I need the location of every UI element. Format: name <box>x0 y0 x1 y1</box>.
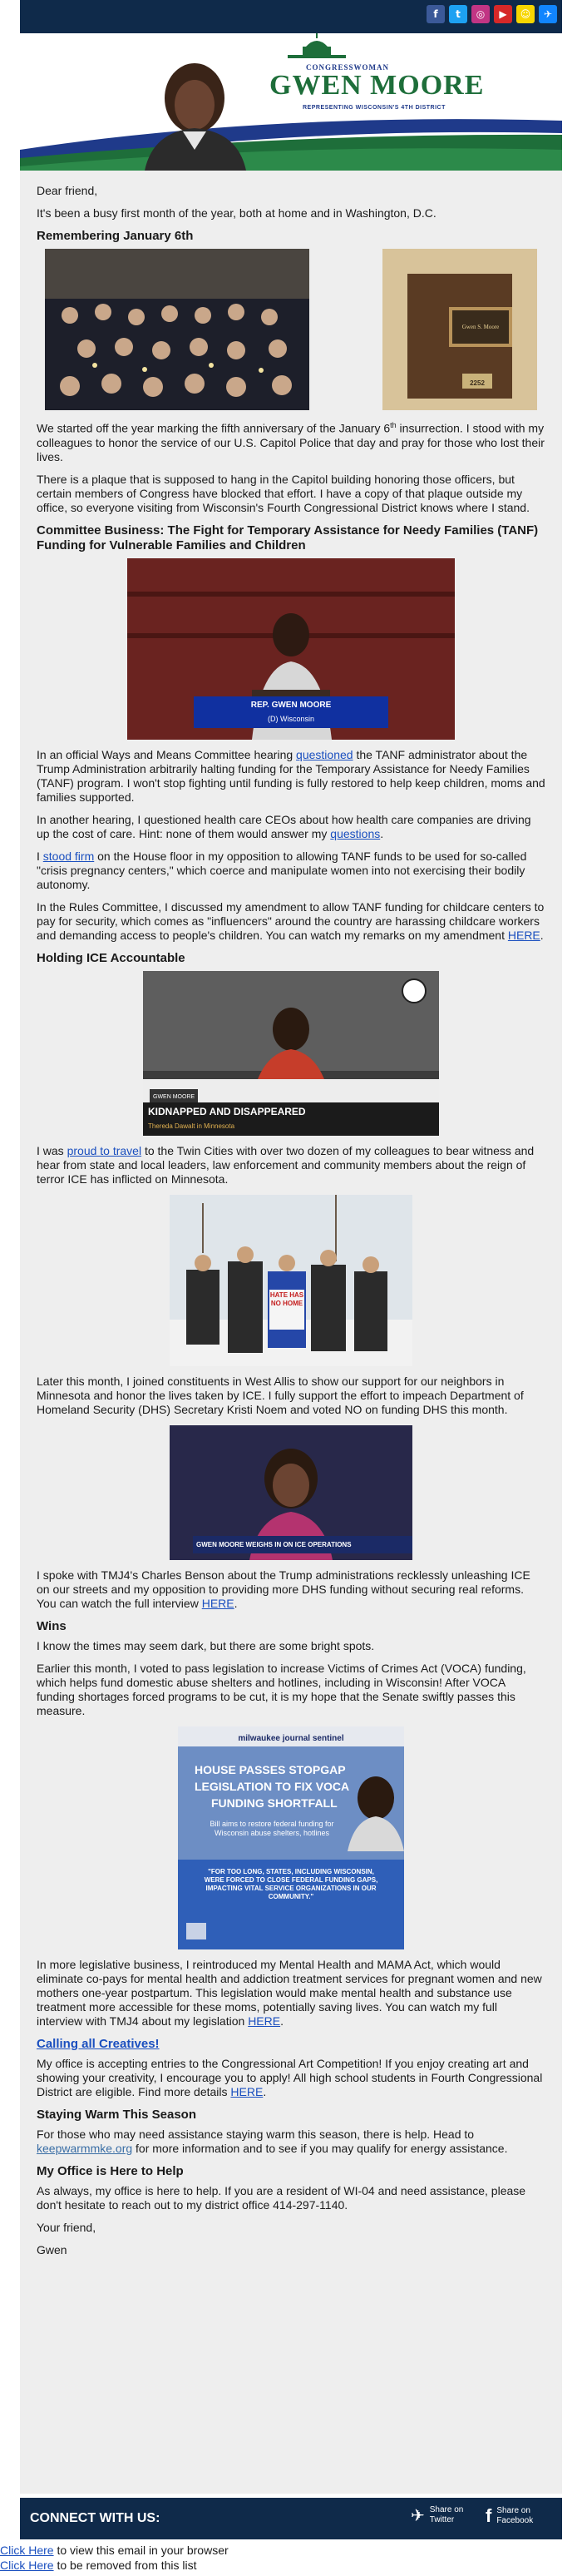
rally-sign: HATE HAS NO HOME <box>269 1290 304 1307</box>
facebook-icon: f <box>486 2505 492 2526</box>
js-headline-1: HOUSE PASSES STOPGAP <box>195 1762 346 1776</box>
ice-proud-to-travel-link[interactable]: proud to travel <box>67 1143 142 1157</box>
share-twitter-line1: Share on <box>429 2505 464 2514</box>
connect-footer <box>20 2498 562 2539</box>
js-headline-3: FUNDING SHORTFALL <box>211 1796 338 1810</box>
header-banner <box>20 33 562 171</box>
banner-graphic <box>20 33 562 171</box>
intro-text: It's been a busy first month of the year, both at home and in Washington, D.C. <box>37 206 436 220</box>
unsubscribe-text: to be removed from this list <box>53 2559 197 2572</box>
facebook-icon[interactable]: f <box>427 5 445 23</box>
journal-sentinel-masthead: milwaukee journal sentinel <box>238 1733 344 1743</box>
view-in-browser-link[interactable]: Click Here <box>0 2544 54 2557</box>
jan6-sup: th <box>390 421 397 429</box>
banner-district: REPRESENTING WISCONSIN'S 4TH DISTRICT <box>303 105 446 111</box>
keepwarmmke-link[interactable]: keepwarmmke.org <box>37 2141 133 2155</box>
social-top-bar <box>20 0 562 33</box>
jan6-text-b: insurrection. I stood with my colleagues to honor the service of our U.S. Capitol Police that day and pray for those who lost their lives. <box>37 421 545 463</box>
tanf-p4-b: . <box>540 928 544 942</box>
ice-here-link[interactable]: HERE <box>201 1596 234 1610</box>
capitol-police-crowd-photo <box>45 249 309 410</box>
wins-paragraph-3 <box>37 1958 545 2029</box>
unsubscribe-link[interactable]: Click Here <box>0 2559 54 2572</box>
creatives-paragraph <box>37 2057 545 2099</box>
tanf-paragraph-2 <box>37 813 545 841</box>
jan6-paragraph-2: There is a plaque that is supposed to hang in the Capitol building honoring those officers, but certain members of Congress have blocked that effort. I have a copy of that plaque outside my office, so everyone visiting from Wisconsin's Fourth Congressional District knows where I stand. <box>37 472 530 514</box>
jan6-paragraph-1 <box>37 419 545 464</box>
tanf-p3-a: I <box>37 849 43 863</box>
warm-p-b: for more information and to see if you may qualify for energy assistance. <box>132 2141 508 2155</box>
unsubscribe-line <box>0 2558 229 2573</box>
tanf-p4-a: In the Rules Committee, I discussed my amendment to allow TANF funding for childcare centers to pay for security, which comes as "influencers" around the country are harassing childcare workers and demanding access to people's children. You can watch my remarks on my amendment <box>37 899 545 942</box>
ice-p1-a: I was <box>37 1143 67 1157</box>
signature: Gwen <box>37 2242 67 2256</box>
tanf-hearing-video[interactable] <box>127 558 455 740</box>
wins-here-link[interactable]: HERE <box>248 2014 281 2028</box>
view-in-browser-line <box>0 2543 229 2558</box>
ice-p3-b: . <box>234 1596 238 1610</box>
section-heading-wins: Wins <box>37 1618 67 1633</box>
twitter-icon: ✈ <box>411 2505 425 2525</box>
tanf-video-name: REP. GWEN MOORE <box>250 700 332 710</box>
section-heading-help: My Office is Here to Help <box>37 2163 184 2178</box>
journal-sentinel-graphic <box>178 1726 404 1949</box>
tanf-video-lower-third <box>194 696 388 728</box>
section-heading-ice: Holding ICE Accountable <box>37 950 185 965</box>
wins-p3-a: In more legislative business, I reintroduced my Mental Health and MAMA Act, which would eliminate co-pays for mental health and addiction treatment services for pregnant women and new mothers one-year postpartum. This legislation would make mental health and substance use treatment more accessible for these moms, potentially saving lives. You can watch my full interview with TMJ4 about my legislation <box>37 1957 542 2028</box>
banner-name: GWEN MOORE <box>269 70 485 101</box>
ice-p1-b: to the Twin Cities with over two dozen of my colleagues to bear witness and hear from state and local leaders, law enforcement and community members about the reign of terror ICE has inflicted on Minnesota. <box>37 1143 535 1186</box>
creatives-p-b: . <box>263 2084 267 2098</box>
footer-links <box>0 2543 229 2573</box>
ice-paragraph-2: Later this month, I joined constituents in West Allis to show our support for our neighbors in Minnesota and honor the lives taken by ICE. I fully support the effort to impeach Department of Homeland Security (DHS) Secretary Kristi Noem and voted NO on funding DHS this month. <box>37 1374 524 1416</box>
creatives-heading-link[interactable]: Calling all Creatives! <box>37 2036 160 2051</box>
ice-video-headline: KIDNAPPED AND DISAPPEARED <box>148 1105 306 1117</box>
section-heading-warm: Staying Warm This Season <box>37 2107 196 2122</box>
west-allis-rally-photo <box>170 1195 412 1366</box>
ice-hearing-video[interactable] <box>143 971 439 1136</box>
tanf-questions-link[interactable]: questions <box>330 826 381 840</box>
creatives-here-link[interactable]: HERE <box>230 2084 264 2098</box>
warm-p-a: For those who may need assistance staying warm this season, there is help. Head to <box>37 2127 475 2141</box>
youtube-icon[interactable]: ▶ <box>494 5 512 23</box>
share-facebook-button[interactable] <box>486 2505 533 2527</box>
ice-video-sub: Thereda Dawalt in Minnesota <box>148 1122 235 1130</box>
wins-p3-b: . <box>280 2014 284 2028</box>
help-paragraph: As always, my office is here to help. If you are a resident of WI-04 and need assistance, please don't hesitate to reach out to my district office 414-297-1140. <box>37 2183 526 2212</box>
js-headline-2: LEGISLATION TO FIX VOCA <box>195 1779 350 1793</box>
tmj4-video-caption: GWEN MOORE WEIGHS IN ON ICE OPERATIONS <box>193 1536 412 1553</box>
wins-paragraph-1: I know the times may seem dark, but there are some bright spots. <box>37 1638 375 1652</box>
bluesky-icon[interactable]: ✈ <box>539 5 557 23</box>
plaque-name: Gwen S. Moore <box>461 324 500 330</box>
ice-paragraph-3 <box>37 1568 545 1611</box>
tanf-questioned-link[interactable]: questioned <box>296 747 353 761</box>
tanf-paragraph-1 <box>37 748 545 805</box>
tanf-p2-b: . <box>380 826 384 840</box>
tanf-p3-b: on the House floor in my opposition to allowing TANF funds to be used for so-called "crisis pregnancy centers," which coerce and manipulate women into not exercising their bodily autonomy. <box>37 849 527 891</box>
section-heading-jan6: Remembering January 6th <box>37 229 194 243</box>
social-icons <box>427 5 557 23</box>
share-facebook-line1: Share on <box>496 2506 530 2515</box>
tanf-stood-firm-link[interactable]: stood firm <box>42 849 95 863</box>
snapchat-icon[interactable]: ☺ <box>516 5 535 23</box>
creatives-p-a: My office is accepting entries to the Congressional Art Competition! If you enjoy creating art and showing your creativity, I encourage you to apply! All high school students in Fourth Congressional District are eligible. Find more details <box>37 2056 543 2098</box>
section-heading-tanf: Committee Business: The Fight for Temporary Assistance for Needy Families (TANF) Funding for Vulnerable Families and Children <box>37 523 539 552</box>
instagram-icon[interactable]: ◎ <box>471 5 490 23</box>
twitter-icon[interactable]: t <box>449 5 467 23</box>
wins-paragraph-2: Earlier this month, I voted to pass legislation to increase Victims of Crimes Act (VOCA) funding, which helps fund domestic abuse shelters and hotlines, including in Wisconsin! After VOCA funding shortages forced programs to be cut, it is my hope that the Senate swiftly passes this measure. <box>37 1661 526 1717</box>
tanf-p1-a: In an official Ways and Means Committee hearing <box>37 747 297 761</box>
jan6-photos <box>37 249 545 410</box>
share-twitter-line2: Twitter <box>429 2515 455 2524</box>
section-heading-creatives <box>37 2037 545 2052</box>
signoff: Your friend, <box>37 2220 96 2234</box>
banner-congresswoman: CONGRESSWOMAN <box>306 63 390 72</box>
tmj4-interview-video[interactable] <box>170 1425 412 1560</box>
tanf-p2-a: In another hearing, I questioned health care CEOs about how health care companies are driving up the cost of care. Hint: none of them would answer my <box>37 812 531 840</box>
tanf-here-link[interactable]: HERE <box>507 928 540 942</box>
newsletter-body <box>20 171 562 2494</box>
greeting: Dear friend, <box>37 184 98 197</box>
ice-paragraph-1 <box>37 1144 545 1186</box>
tanf-paragraph-4 <box>37 900 545 943</box>
tanf-paragraph-3 <box>37 850 545 892</box>
warm-paragraph <box>37 2128 545 2156</box>
js-subheadline: Bill aims to restore federal funding for Wisconsin abuse shelters, hotlines <box>210 1819 334 1837</box>
ice-video-lower-third <box>143 1102 439 1136</box>
ice-video-name: GWEN MOORE <box>150 1089 198 1105</box>
tanf-video-sub: (D) Wisconsin <box>267 714 314 723</box>
plaque-room-number: 2252 <box>470 379 485 387</box>
connect-with-us-label: CONNECT WITH US: <box>30 2511 160 2525</box>
share-twitter-button[interactable] <box>411 2505 463 2525</box>
jan6-text-a: We started off the year marking the fifth anniversary of the January 6 <box>37 421 391 435</box>
tanf-p1-b: the TANF administrator about the Trump Administration arbitrarily halting funding for the Temporary Assistance for Needy Families (TANF) program. I won't stop fighting until funding is fully restored to help keep children, moms and families supported. <box>37 747 545 804</box>
js-quote: "FOR TOO LONG, STATES, INCLUDING WISCONSIN, WERE FORCED TO CLOSE FEDERAL FUNDING GAPS, IMPACTING VITAL SERVICE ORGANIZATIONS IN OUR COMMUNITY." <box>204 1867 378 1900</box>
office-plaque-photo <box>382 249 537 410</box>
view-in-browser-text: to view this email in your browser <box>53 2544 229 2557</box>
ice-p3-a: I spoke with TMJ4's Charles Benson about the Trump administrations recklessly unleashing ICE on our streets and my opposition to providing more DHS funding without securing real reforms. You can watch the full interview <box>37 1568 530 1610</box>
share-facebook-line2: Facebook <box>496 2516 534 2525</box>
